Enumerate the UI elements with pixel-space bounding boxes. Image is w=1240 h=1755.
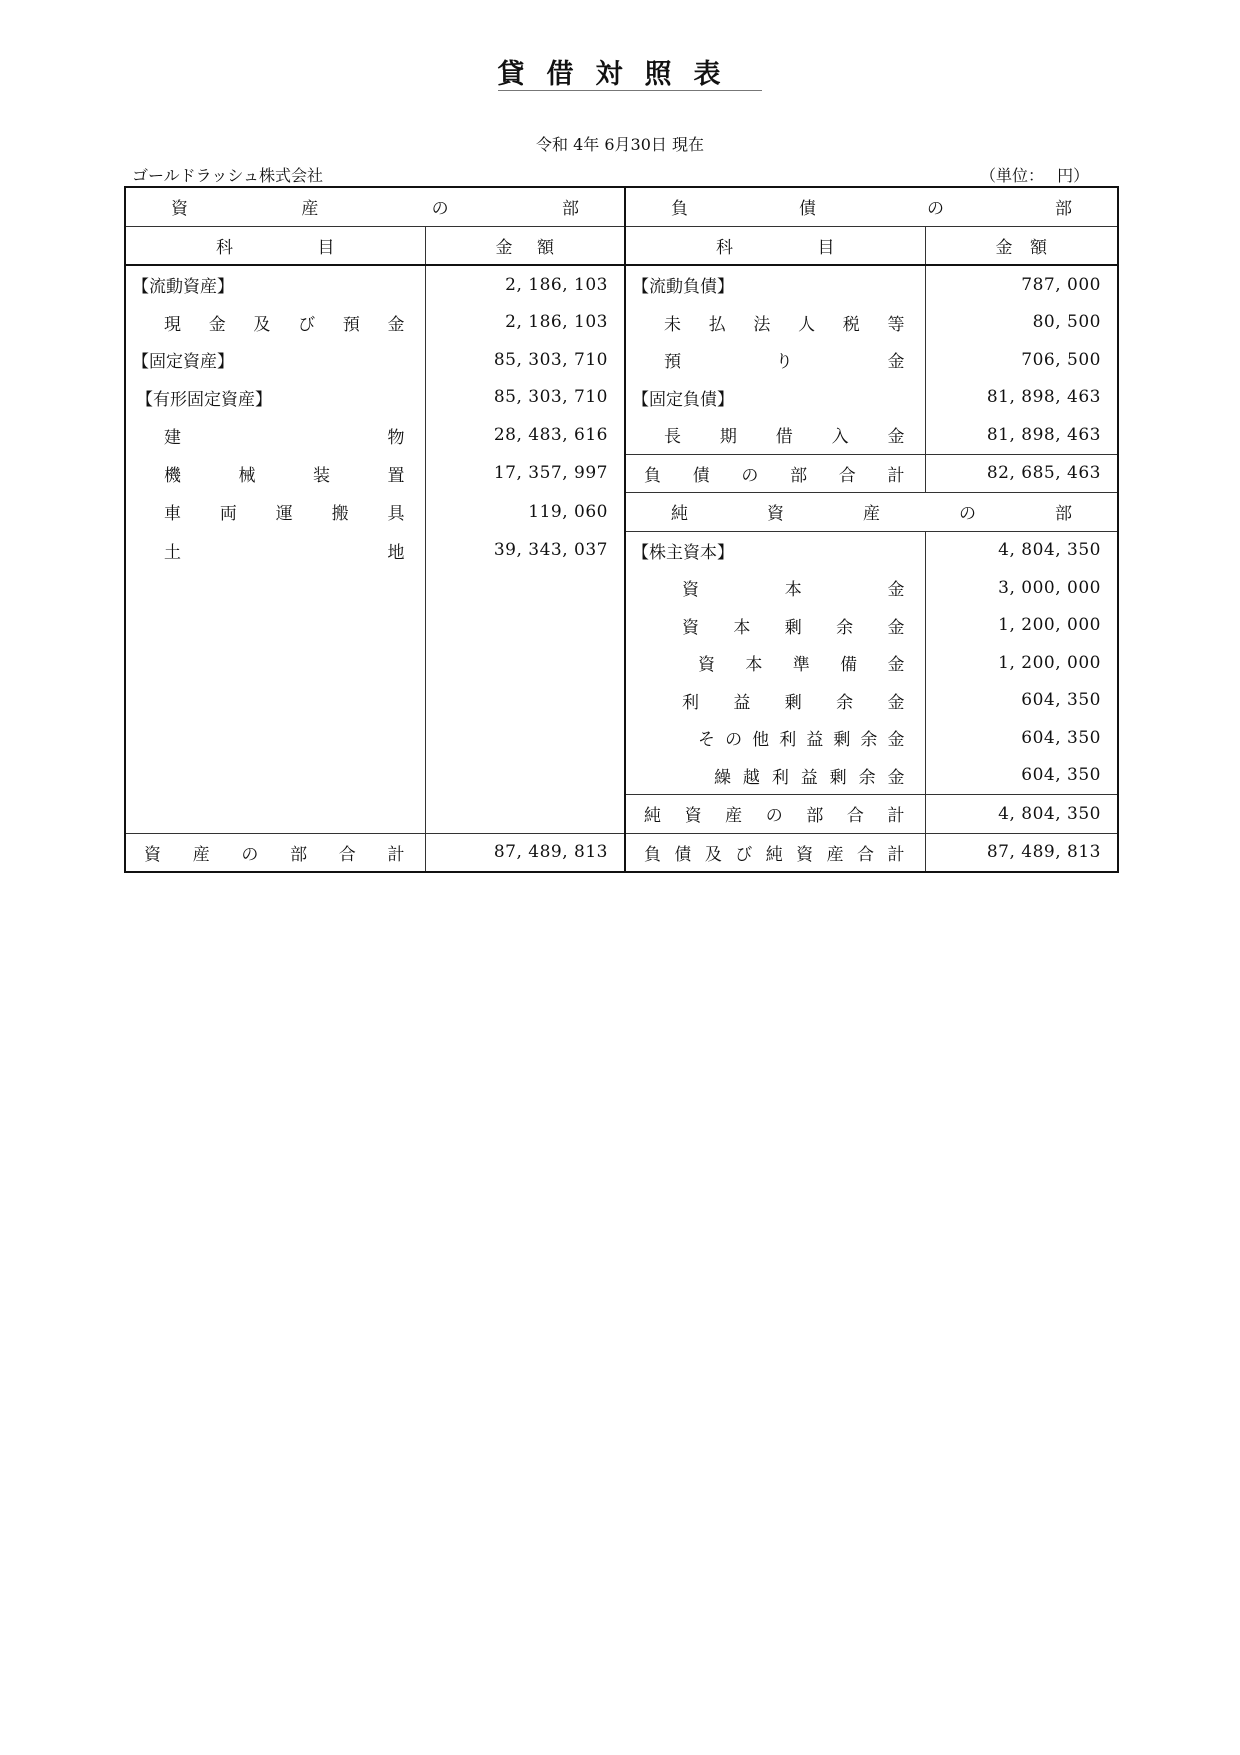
- document-title: 貸借対照表: [497, 59, 743, 90]
- balance-sheet-table: [124, 186, 1119, 873]
- shareholders-equity-amount: 4, 804, 350: [925, 531, 1118, 569]
- table-row: [125, 379, 1118, 417]
- liabilities-section-header: 負債の部: [625, 187, 1118, 226]
- net-assets-total-label: 純資産の部合計: [625, 795, 925, 834]
- assets-section-header: 資産の部: [125, 187, 625, 226]
- fixed-liabilities-amount: 81, 898, 463: [925, 379, 1118, 417]
- vehicles-amount: 119, 060: [425, 493, 625, 532]
- current-assets-amount: 2, 186, 103: [425, 265, 625, 304]
- other-retained-earnings-label: その他利益剰余金: [625, 719, 925, 757]
- table-row: [125, 304, 1118, 342]
- long-term-loan-label: 長期借入金: [625, 416, 925, 454]
- table-row: [125, 569, 1118, 607]
- table-row: [125, 341, 1118, 379]
- shareholders-equity-label: 【株主資本】: [625, 531, 925, 569]
- capital-surplus-label: 資本剰余金: [625, 607, 925, 645]
- carried-forward-earnings-amount: 604, 350: [925, 757, 1118, 795]
- machinery-label: 機械装置: [125, 454, 425, 493]
- fixed-assets-amount: 85, 303, 710: [425, 341, 625, 379]
- table-row: [125, 644, 1118, 682]
- liabilities-and-net-assets-total-label: 負債及び純資産合計: [625, 833, 925, 872]
- building-label: 建物: [125, 416, 425, 454]
- tangible-fixed-assets-amount: 85, 303, 710: [425, 379, 625, 417]
- machinery-amount: 17, 357, 997: [425, 454, 625, 493]
- liabilities-total-amount: 82, 685, 463: [925, 454, 1118, 493]
- income-tax-payable-label: 未払法人税等: [625, 304, 925, 342]
- capital-stock-label: 資本金: [625, 569, 925, 607]
- liabilities-total-label: 負債の部合計: [625, 454, 925, 493]
- assets-amount-header: 金額: [425, 226, 625, 265]
- land-label: 土地: [125, 531, 425, 569]
- building-amount: 28, 483, 616: [425, 416, 625, 454]
- table-row: [125, 265, 1118, 304]
- assets-total-label: 資産の部合計: [125, 833, 425, 872]
- table-row: [125, 531, 1118, 569]
- cash-amount: 2, 186, 103: [425, 304, 625, 342]
- title-underline: [498, 90, 762, 91]
- capital-reserve-amount: 1, 200, 000: [925, 644, 1118, 682]
- table-row: [125, 682, 1118, 720]
- other-retained-earnings-amount: 604, 350: [925, 719, 1118, 757]
- net-assets-total-amount: 4, 804, 350: [925, 795, 1118, 834]
- company-name: ゴールドラッシュ株式会社: [132, 166, 324, 185]
- section-header-row: [125, 187, 1118, 226]
- land-amount: 39, 343, 037: [425, 531, 625, 569]
- capital-stock-amount: 3, 000, 000: [925, 569, 1118, 607]
- table-row: [125, 607, 1118, 645]
- assets-account-header: 科目: [125, 226, 425, 265]
- carried-forward-earnings-label: 繰越利益剰余金: [625, 757, 925, 795]
- cash-label: 現金及び預金: [125, 304, 425, 342]
- fixed-liabilities-label: 【固定負債】: [625, 379, 925, 417]
- table-row: [125, 454, 1118, 493]
- tangible-fixed-assets-label: 【有形固定資産】: [125, 379, 425, 417]
- current-liabilities-label: 【流動負債】: [625, 265, 925, 304]
- retained-earnings-amount: 604, 350: [925, 682, 1118, 720]
- table-row: [125, 757, 1118, 795]
- assets-total-amount: 87, 489, 813: [425, 833, 625, 872]
- report-date: 令和 4年 6月30日 現在: [536, 135, 704, 154]
- capital-surplus-amount: 1, 200, 000: [925, 607, 1118, 645]
- liabilities-amount-header: 金額: [925, 226, 1118, 265]
- liabilities-account-header: 科目: [625, 226, 925, 265]
- long-term-loan-amount: 81, 898, 463: [925, 416, 1118, 454]
- vehicles-label: 車両運搬具: [125, 493, 425, 532]
- unit-label: （単位： 円）: [980, 166, 1090, 185]
- retained-earnings-label: 利益剰余金: [625, 682, 925, 720]
- table-row: [125, 493, 1118, 532]
- table-row: [125, 719, 1118, 757]
- deposits-received-label: 預り金: [625, 341, 925, 379]
- capital-reserve-label: 資本準備金: [625, 644, 925, 682]
- current-assets-label: 【流動資産】: [125, 265, 425, 304]
- income-tax-payable-amount: 80, 500: [925, 304, 1118, 342]
- net-assets-section-header: 純資産の部: [625, 493, 1118, 532]
- grand-total-row: [125, 833, 1118, 872]
- current-liabilities-amount: 787, 000: [925, 265, 1118, 304]
- table-row: [125, 416, 1118, 454]
- fixed-assets-label: 【固定資産】: [125, 341, 425, 379]
- liabilities-and-net-assets-total-amount: 87, 489, 813: [925, 833, 1118, 872]
- table-row: [125, 795, 1118, 834]
- column-header-row: [125, 226, 1118, 265]
- deposits-received-amount: 706, 500: [925, 341, 1118, 379]
